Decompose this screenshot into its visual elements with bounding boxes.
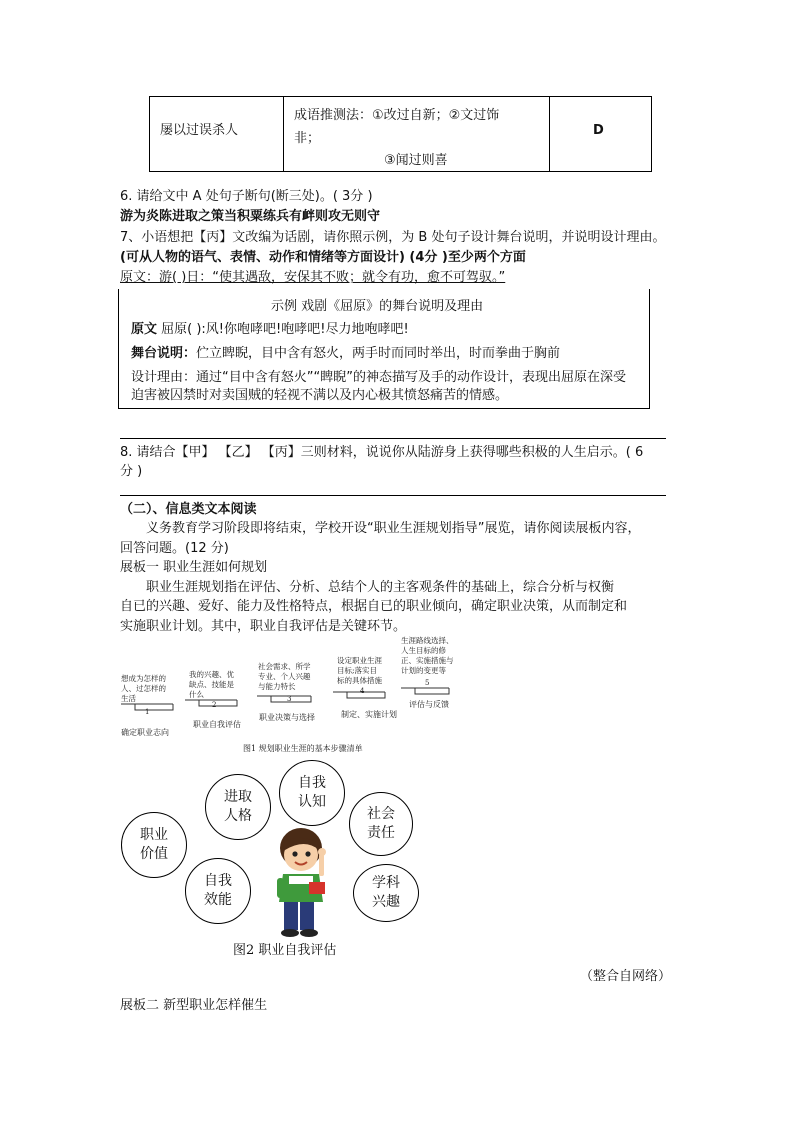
bubble-self-awareness: 自我 认知 — [279, 760, 345, 826]
question-7-line2: (可从人物的语气、表情、动作和情绪等方面设计) (4分 )至少两个方面 — [120, 250, 526, 265]
step-2-label: 职业自我评估 — [193, 720, 241, 729]
step-5-label: 评估与反馈 — [409, 700, 449, 709]
section-heading: （二）、信息类文本阅读 — [120, 502, 257, 517]
figure-2-self-evaluation — [115, 762, 425, 962]
example-box — [118, 289, 650, 409]
figure-1-steps — [115, 632, 485, 757]
figure-1-caption: 图1 规划职业生涯的基本步骤清单 — [243, 744, 363, 753]
section-intro-line2: 回答问题。(12 分) — [120, 541, 229, 556]
cartoon-boy-illustration — [265, 824, 345, 940]
example-original-text: 屈原( ):风!你咆哮吧!咆哮吧!尽力地咆哮吧! — [157, 322, 409, 337]
bubble-subject-interest: 学科 兴趣 — [353, 864, 419, 922]
step-3-number: 3 — [287, 695, 292, 703]
question-7-line1: 7、小语想把【丙】文改编为话剧，请你照示例，为 B 处句子设计舞台说明，并说明设计理由。 — [120, 230, 666, 245]
example-original-label: 原文 — [131, 322, 158, 337]
table-cell-name — [150, 97, 284, 171]
answer-line — [120, 438, 666, 439]
idiom-options-line3: ③闻过则喜 — [384, 153, 448, 168]
section-intro-line1: 义务教育学习阶段即将结束，学校开设“职业生涯规划指导”展览，请你阅读展板内容， — [146, 521, 641, 536]
board-1-paragraph-line2: 自已的兴趣、爱好、能力及性格特点，根据自已的职业倾向，确定职业决策，从而制定和 — [120, 599, 628, 614]
bubble-self-efficacy: 自我 效能 — [185, 858, 251, 924]
question-8-line2: 分 ) — [120, 464, 143, 479]
step-3-label: 职业决策与选择 — [259, 713, 315, 722]
board-1-title: 展板一 职业生涯如何规划 — [120, 560, 268, 575]
bubble-career-values: 职业 价值 — [121, 812, 187, 878]
table-cell-answer — [550, 97, 651, 171]
step-2-number: 2 — [212, 701, 217, 709]
board-1-paragraph-line3: 实施职业计划。其中，职业自我评估是关键环节。 — [120, 619, 407, 634]
board-1-paragraph-line1: 职业生涯规划指在评估、分析、总结个人的主客观条件的基础上，综合分析与权衡 — [146, 580, 615, 595]
answer-line — [120, 495, 666, 496]
question-6-answer: 游为炎陈进取之策当积粟练兵有衅则攻无则守 — [120, 209, 381, 224]
bubble-social-responsibility: 社会 责任 — [349, 792, 413, 856]
table-cell-idioms — [284, 97, 550, 171]
step-3-description: 社会需求、所学 专业、个人兴趣 与能力特长 — [258, 662, 311, 691]
step-1-number: 1 — [145, 708, 150, 716]
bubble-enterprising-personality: 进取 人格 — [205, 774, 271, 840]
example-reason-line1: 通过“目中含有怒火”“睥睨”的神态描写及手的动作设计，表现出屈原在深受 — [196, 370, 626, 385]
step-1-label: 确定职业志向 — [121, 728, 169, 737]
step-5-number: 5 — [425, 679, 430, 687]
figure-2-caption: 图2 职业自我评估 — [233, 943, 337, 958]
step-4-label: 制定、实施计划 — [341, 710, 397, 719]
example-reason-label: 设计理由： — [131, 370, 197, 385]
table-cell-text: 屡以过误杀人 — [160, 123, 239, 138]
question-7-original: 原文：游( )日：“使其遇敌，安保其不败；就令有功，愈不可驾驭。” — [120, 270, 506, 285]
question-6: 6. 请给文中 A 处句子断句(断三处)。( 3分 ) — [120, 189, 373, 204]
answer-table-row — [149, 96, 652, 172]
step-2-description: 我的兴趣、优 缺点、技能是 什么 — [189, 670, 234, 699]
example-stage-text: 伫立睥睨，目中含有怒火，两手时而同时举出，时而拳曲于胸前 — [196, 346, 561, 361]
idiom-options-line1: 成语推测法：①改过自新；②文过饰 — [294, 108, 500, 123]
step-4-number: 4 — [360, 687, 365, 695]
source-note: （整合自网络） — [580, 969, 672, 984]
example-stage-label: 舞台说明： — [131, 346, 197, 361]
example-reason-line2: 迫害被囚禁时对卖国贼的轻视不满以及内心极其愤怒痛苦的情感。 — [131, 388, 509, 403]
step-1-description: 想成为怎样的 人、过怎样的 生活 — [121, 674, 166, 703]
question-8-line1: 8. 请结合【甲】 【乙】 【丙】三则材料，说说你从陆游身上获得哪些积极的人生启示。( 6 — [120, 445, 644, 460]
answer-letter: D — [593, 123, 604, 138]
step-5-description: 生涯路线选择、 人生目标的修 正、实施措施与 计划的变更等 — [401, 636, 454, 675]
step-4-description: 设定职业生涯 目标;落实目 标的具体措施 — [337, 656, 382, 685]
example-title: 示例 戏剧《屈原》的舞台说明及理由 — [271, 299, 484, 314]
board-2-title: 展板二 新型职业怎样催生 — [120, 998, 268, 1013]
idiom-options-line2: 非； — [294, 131, 321, 146]
